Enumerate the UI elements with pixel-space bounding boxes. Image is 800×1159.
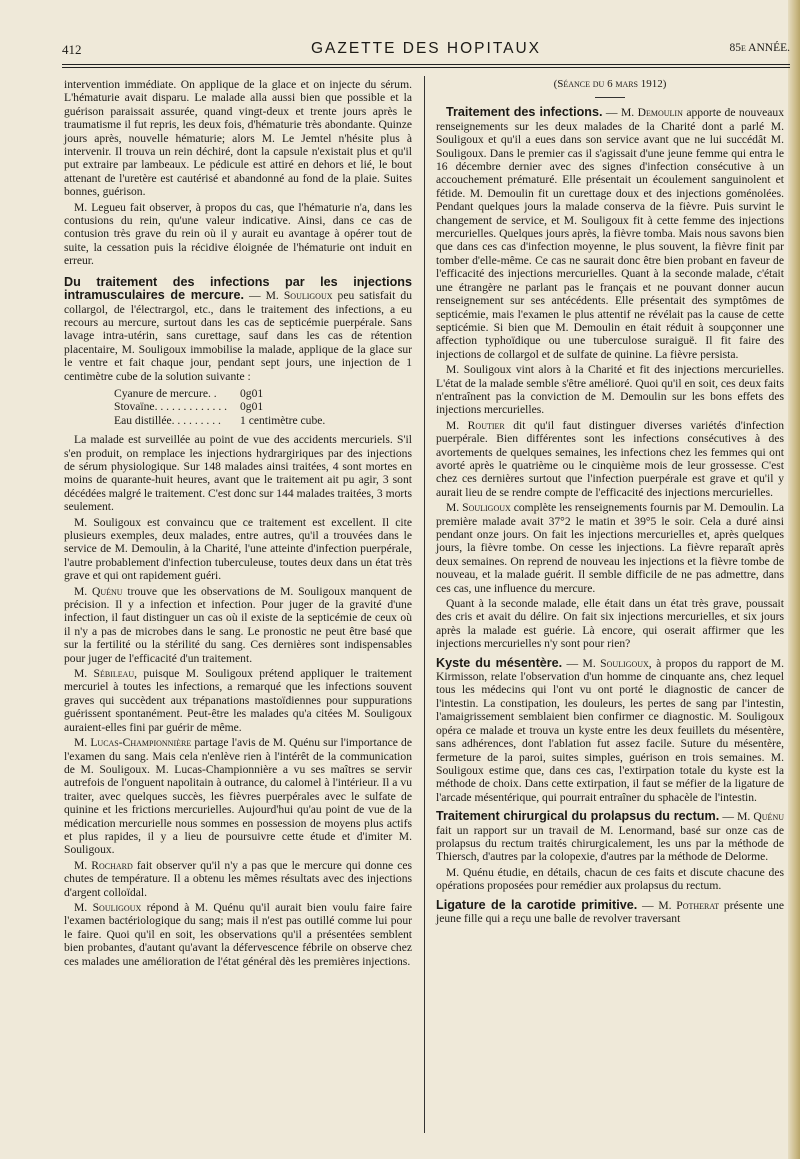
short-rule xyxy=(595,97,625,98)
session-heading: (Séance du 6 mars 1912) xyxy=(553,78,667,90)
page-edge xyxy=(788,0,800,1159)
section-paragraph: Du traitement des infections par les injections intramusculaires de mercure. — M. Souligoux peu satisfait du collargol, de l'électrargol, etc., dans le traitement des infections, a eu recours au mercure, surtout dans les cas de septicémie puerpérale. Sans lavage intra-utérin, sans curettage, sauf dans les cas de rétention placentaire, M. Souligoux immobilise la malade, applique de la glace sur le ventre et fait chaque jour, pendant sept jours, une injection de 1 centimètre cube de la solution suivante : xyxy=(64,274,412,383)
paragraph-text: dit qu'il faut distinguer diverses variétés d'infection puerpérale. Bien différentes sont les infections consécutives à des avortements de quelques semaines, les infections chez les femmes qui ont avorté après le quatrième ou le cinquième mois de leur grossesse. C'est chez ces dernières surtout que l'infection puerpérale est grave et qu'il y aurait lieu de se rendre compte de l'efficacité des injections mercurielles. xyxy=(436,418,784,499)
formula-row xyxy=(114,414,325,427)
header-rule-thin xyxy=(62,67,790,68)
dose: 0g01 xyxy=(240,400,264,414)
formula-row xyxy=(114,400,325,413)
section-paragraph: Traitement chirurgical du prolapsus du rectum. — M. Quénu fait un rapport sur un travail de M. Lenormand, basé sur onze cas de prolapsus du rectum traités chirurgicalement, les uns par la méthode de Thiersch, d'autres par la colopexie, d'autres par la méthode de Delorme. xyxy=(436,809,784,864)
paragraph-text: trouve que les observations de M. Souligoux manquent de précision. Il y a infection et infection. Pour juger de la gravité d'une infection, il faut distinguer un cas où il existe de la septicémie de ceux où il n'y a pas de microbes dans le sang. Le pronostic ne peut être basé que sur la fertilité ou la stérilité du sang. Ces dernières sont indispensables pour juger de l'efficacité d'un traitement. xyxy=(64,584,413,665)
speaker: M. Rochard xyxy=(74,858,133,872)
section-paragraph: Traitement des infections. — M. Demoulin apporte de nouveaux renseignements sur les deux malades de la Charité dont a parlé M. Souligoux et qu'il a eues dans son service avant que ne lui succédât M. Souligoux. Dans le premier cas il s'agissait d'une jeune femme qui entra le 16 décembre dernier avec des signes d'infection consécutive à un accouchement prématuré. Elle présentait un écoulement sanguinolent et fétide. M. Demoulin fit un curettage doux et des injections goménolées. Pendant quelques jours la malade conserva de la fièvre. Puis survint le changement de service, et M. Souligoux fit à cette femme des injections mercurielles. Quelques jours après, la fièvre tomba. Mais nous savons bien que dans ces cas d'infection moyenne, le plus souvent, la fièvre finit par tomber d'elle-même. Ce cas ne saurait donc être bien probant en faveur de l'efficacité des injections mercurielles. Quant à la seconde malade, c'était une étrangère ne parlant pas le français et ne pouvant donner aucun renseignement sur ses antécédents. Elle présentait des symptômes de septicémie, mais l'examen le plus attentif ne révélait pas la cause de cette septicémie. Si bien que M. Demoulin en était réduit à soupçonner une affection typhoïdique ou une tuberculose suraiguë. Il fit faire des injections de collargol et de sulfate de quinine. La fièvre persista. xyxy=(436,105,784,361)
paragraph: M. Souligoux est convaincu que ce traitement est excellent. Il cite plusieurs exemples, deux malades, entre autres, qu'il a trouvées dans le service de M. Demoulin, à la Charité, l'une atteinte d'infection puerpérale, l'autre probablement d'infection tuberculeuse, toutes deux dans un état très grave et qui ont rapidement guéri. xyxy=(64,515,412,583)
paragraph-text: répond à M. Quénu qu'il aurait bien voulu faire faire l'examen bactériologique du sang; mais il n'est pas outillé comme lui pour le faire. Quoi qu'il en soit, les observations qu'il a présentées semblent bien probantes, d'autant qu'avant la défervescence fébrile on observe chez ces malades une amélioration de l'état général dès les premières injections. xyxy=(64,900,412,968)
ingredient: Eau distillée. . . . . . . . . xyxy=(114,413,221,427)
paragraph-text: partage l'avis de M. Quénu sur l'importance de l'examen du sang. Mais cela n'enlève rien à l'intérêt de la communication de M. Souligoux. M. Lucas-Championnière a vu ses maîtres se servir autrefois de l'onguent napolitain à outrance, du calomel à l'intérieur. Il a vu traiter, avec quelques succès, les fièvres puerpérales avec le sulfate de quinine et les frictions mercurielles. Aujourd'hui qu'au point de vue de la médication mercurielle nous sommes en possession de moyens plus actifs et plus rapides, il y a lieu de poursuivre cette étude et d'imiter M. Souligoux. xyxy=(64,736,413,857)
paragraph xyxy=(64,585,412,665)
journal-title: GAZETTE DES HOPITAUX xyxy=(310,40,542,57)
paragraph: M. Legueu fait observer, à propos du cas, que l'hématurie n'a, dans les contusions du rein, qu'une valeur indicative. Ainsi, dans ce cas de contusion très grave du rein où il y aurait eu avantage à opérer tout de suite, la cessation puis la récidive éloignée de l'hématurie ont induit en erreur. xyxy=(64,200,412,268)
page-number: 412 xyxy=(62,42,82,57)
paragraph-text: complète les renseignements fournis par M. Demoulin. La première malade avait 37°2 le matin et 39°5 le soir. Cela a duré ainsi pendant onze jours. On fait les injections mercurielles et, après quelques jours, la fièvre tombe. On cesse les injections. La fièvre reparaît après deux semaines. On reprend de nouveau les injections et la fièvre tombe de nouveau, et la malade guérit. Il semble difficile de ne pas admettre, dans ces cas, une influence du mercure. xyxy=(436,501,784,595)
formula-table xyxy=(114,387,325,427)
paragraph xyxy=(436,419,784,499)
speaker: M. Souligoux xyxy=(265,289,333,303)
paragraph-text: fait un rapport sur un travail de M. Lenormand, basé sur onze cas de prolapsus du rectum traités chirurgicalement, les uns par la méthode de Thiersch, d'autres par la colopexie, d'autres par la méthode de Delorme. xyxy=(436,823,784,864)
speaker: M. Quénu xyxy=(737,810,784,824)
column-divider xyxy=(424,76,425,1133)
section-title: Kyste du mésentère. xyxy=(436,655,563,670)
section-title: Traitement des infections. xyxy=(446,105,603,120)
ingredient: Stovaïne. . . . . . . . . . . . . xyxy=(114,400,228,414)
paragraph xyxy=(64,736,412,857)
volume-year: 85e ANNÉE. xyxy=(729,42,790,54)
section-title: Traitement chirurgical du prolapsus du rectum. xyxy=(436,809,720,824)
paragraph: intervention immédiate. On applique de la glace et on injecte du sérum. L'hématurie avait disparu. Le malade alla aussi bien que possible et la guérison paraissait assurée, quand vingt-deux et trente jours après le traumatisme il fut repris, les deux fois, d'hématurie très abondante. Quinze jours après, nouvelle hématurie; alors M. Le Jemtel n'hésite plus à intervenir. Il trouva un rein déchiré, dont la capsule n'existait plus et qu'il put extraire par lambeaux. Le pédicule est attiré en dehors et lié, le bout attenant de l'uretère est cautérisé et abandonné au fond de la plaie. Suites bonnes, guérison. xyxy=(64,78,412,199)
dose: 0g01 xyxy=(240,386,264,400)
speaker: M. Routier xyxy=(446,418,505,432)
paragraph-text: présente une jeune fille qui a reçu une balle de revolver traversant xyxy=(436,898,785,925)
speaker: M. Lucas-Championnière xyxy=(74,736,192,750)
running-header xyxy=(62,40,790,62)
section-title: Du traitement des infections par les injections intramusculaires de mercure. xyxy=(64,274,412,303)
paragraph: M. Souligoux vint alors à la Charité et fit des injections mercurielles. L'état de la malade semble s'être amélioré. Quoi qu'il en soit, ces deux faits n'entraînent pas la conviction de M. Demoulin sur les bons effets des injections mercurielles. xyxy=(436,363,784,417)
header-rule xyxy=(62,64,790,65)
section-paragraph: Ligature de la carotide primitive. — M. Potherat présente une jeune fille qui a reçu une balle de revolver traversant xyxy=(436,897,785,925)
paragraph xyxy=(64,901,412,968)
speaker: M. Sébileau, xyxy=(74,667,138,681)
ingredient: Cyanure de mercure. . xyxy=(114,386,217,400)
speaker: M. Demoulin xyxy=(620,106,683,120)
speaker: M. Souligoux xyxy=(74,900,142,914)
paragraph xyxy=(64,667,412,734)
paragraph: M. Quénu étudie, en détails, chacun de ces faits et discute chacune des opérations proposées pour remédier aux prolapsus du rectum. xyxy=(436,865,784,893)
paragraph-text: peu satisfait du collargol, de l'électrargol, etc., dans le traitement des infections, a eu recours au mercure, surtout dans les cas de septicémie puerpérale. Sans lavage intra-utérin, sans curettage, sauf dans les cas de rétention placentaire, M. Souligoux immobilise la malade, applique de la glace sur le ventre et fait chaque jour, pendant sept jours, une injection de 1 centimètre cube de la solution suivante : xyxy=(64,289,412,383)
paragraph-text: à propos du rapport de M. Kirmisson, relate l'observation d'un homme de cinquante ans, chez lequel tous les médecins qui l'ont vu ont porté le diagnostic de cancer de l'intestin. La constipation, les douleurs, les pertes de sang par l'intestin, l'amaigrissement semblaient bien confirmer ce diagnostic. M. Souligoux opéra ce malade et trouva un kyste entre les deux feuillets du mésentère, sans adhérences, dont l'ablation fut assez facile. Suture du mésentère, fermeture de la paroi, suites simples, guérison en trois semaines. M. Souligoux estime que, dans ces cas, l'extirpation totale du kyste est la méthode de choix. Dans cette extirpation, il faut se méfier de la ligature de l'arcade mésentérique, qui pourrait entraîner du sphacèle de l'intestin. xyxy=(436,656,784,804)
speaker: M. Souligoux, xyxy=(582,656,652,670)
formula-row xyxy=(114,387,325,400)
left-column xyxy=(64,78,412,970)
speaker: M. Quénu xyxy=(74,584,123,598)
speaker: M. Potherat xyxy=(658,898,720,912)
paragraph-text: puisque M. Souligoux prétend appliquer le traitement mercuriel à toutes les infections, a remarqué que les infections souvent graves qui succèdent aux trépanations mastoïdiennes pour suppurations guérissent spontanément. Peut-être les malades qu'a citées M. Souligoux auraient-elles fini par guérir de même. xyxy=(64,667,413,734)
paragraph-text: apporte de nouveaux renseignements sur les deux malades de la Charité dont a parlé M. Souligoux et qu'il a eues dans son service avant que ne lui succédât M. Souligoux. Dans le premier cas il s'agissait d'une jeune femme qui entra le 16 décembre dernier avec des signes d'infection consécutive à un accouchement prématuré. Elle présentait un écoulement sanguinolent et fétide. M. Demoulin fit un curettage doux et des injections goménolées. Pendant quelques jours la malade conserva de la fièvre. Puis survint le changement de service, et M. Souligoux fit à cette femme des injections mercurielles. Quelques jours après, la fièvre tomba. Mais nous savons bien que dans ces cas d'infection moyenne, le plus souvent, la fièvre finit par tomber d'elle-même. Ce cas ne saurait donc être bien probant en faveur de l'efficacité des injections mercurielles. Quant à la seconde malade, c'était une étrangère ne parlant pas le français et ne pouvant donner aucun renseignement sur ses antécédents. Elle présentait des symptômes de septicémie, mais l'examen le plus attentif ne révélait pas la cause de cette septicémie. Si bien que M. Demoulin en était réduit à soupçonner une affection typhoïdique ou une tuberculose suraiguë. Il fit faire des injections de collargol et de sulfate de quinine. La fièvre persista. xyxy=(436,106,784,361)
paragraph: Quant à la seconde malade, elle était dans un état très grave, poussait des cris et avait du délire. On fait six injections mercurielles, et six jours après la malade est guérie. Là encore, qui oserait affirmer que les injections mercurielles n'y sont pour rien? xyxy=(436,597,784,651)
paragraph xyxy=(64,859,412,899)
section-title: Ligature de la carotide primitive. xyxy=(436,897,638,912)
paragraph-text: fait observer qu'il n'y a pas que le mercure qui donne ces chutes de température. Il a obtenu les mêmes résultats avec des injections d'argent colloïdal. xyxy=(64,858,412,899)
paragraph: La malade est surveillée au point de vue des accidents mercuriels. S'il s'en produit, on remplace les injections hydrargiriques par des injections de sérum physiologique. Sur 148 malades ainsi traitées, 4 sont mortes en moins de quarante-huit heures, avant que le traitement ait pu agir, 3 sont décédées malgré le traitement. C'est donc sur 144 malades traitées, 3 morts seulement. xyxy=(64,433,412,514)
paragraph xyxy=(436,501,784,595)
speaker: M. Souligoux xyxy=(446,501,511,515)
section-paragraph: Kyste du mésentère. — M. Souligoux, à propos du rapport de M. Kirmisson, relate l'observation d'un homme de cinquante ans, chez lequel tous les médecins qui l'ont vu ont porté le diagnostic de cancer de l'intestin. La constipation, les douleurs, les pertes de sang par l'intestin, l'amaigrissement semblaient bien confirmer ce diagnostic. M. Souligoux opéra ce malade et trouva un kyste entre les deux feuillets du mésentère, sans adhérences, dont l'ablation fut assez facile. Suture du mésentère, fermeture de la paroi, suites simples, guérison en trois semaines. M. Souligoux estime que, dans ces cas, l'extirpation totale du kyste est la méthode de choix. Dans cette extirpation, il faut se méfier de la ligature de l'arcade mésentérique, qui pourrait entraîner du sphacèle de l'intestin. xyxy=(436,655,784,804)
dose: 1 centimètre cube. xyxy=(240,413,326,427)
right-column xyxy=(436,78,784,927)
